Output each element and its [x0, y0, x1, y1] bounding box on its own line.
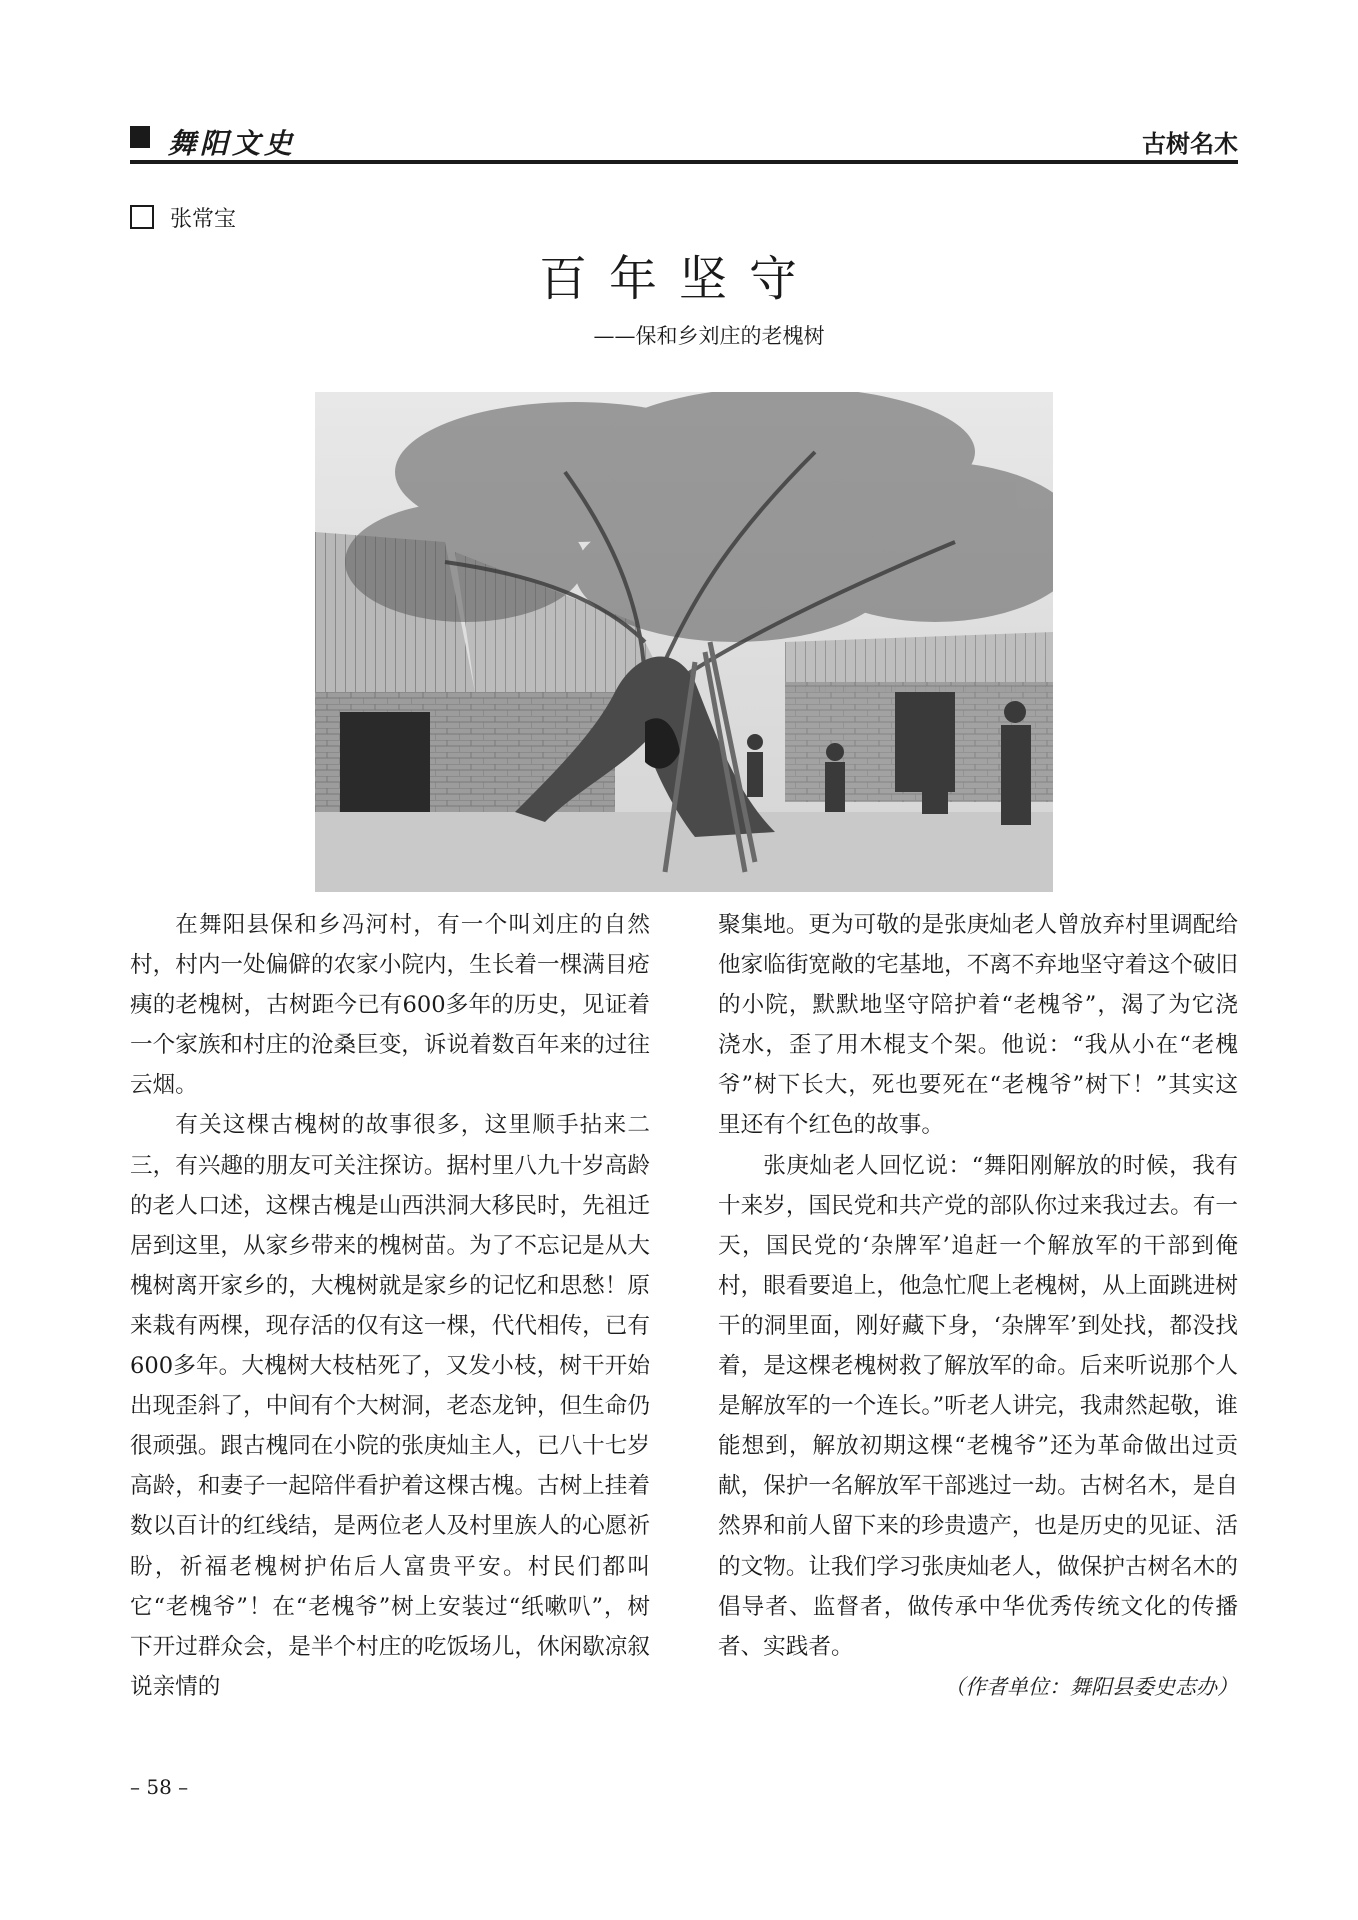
page-number: – 58 –	[130, 1775, 189, 1799]
page-header	[130, 120, 1238, 160]
left-column	[130, 905, 650, 1707]
body-paragraph: 有关这棵古槐树的故事很多，这里顺手拈来二三，有兴趣的朋友可关注探访。据村里八九十岁高龄的老人口述，这棵古槐是山西洪洞大移民时，先祖迁居到这里，从家乡带来的槐树苗。为了不忘记是从大槐树离开家乡的，大槐树就是家乡的记忆和思愁！原来栽有两棵，现存活的仅有这一棵，代代相传，已有600多年。大槐树大枝枯死了，又发小枝，树干开始出现歪斜了，中间有个大树洞，老态龙钟，但生命仍很顽强。跟古槐同在小院的张庚灿主人，已八十七岁高龄，和妻子一起陪伴看护着这棵古槐。古树上挂着数以百计的红线结，是两位老人及村里族人的心愿祈盼，祈福老槐树护佑后人富贵平安。村民们都叫它“老槐爷”！在“老槐爷”树上安装过“纸嗽叭”，树下开过群众会，是半个村庄的吃饭场儿，休闲歇凉叙说亲情的	[130, 1112, 650, 1700]
article-title: 百年坚守	[538, 251, 819, 307]
author-affiliation: （作者单位：舞阳县委史志办）	[944, 1674, 1238, 1699]
tree-photo	[315, 392, 1053, 892]
right-column	[718, 905, 1238, 1707]
article-subtitle: ——保和乡刘庄的老槐树	[593, 324, 825, 348]
author-name: 张常宝	[170, 207, 237, 232]
magazine-name: 舞阳文史	[168, 127, 297, 160]
header-block-mark	[130, 126, 150, 148]
author-box-icon	[130, 205, 154, 229]
body-paragraph-continued: 聚集地。更为可敬的是张庚灿老人曾放弃村里调配给他家临街宽敞的宅基地，不离不弃地坚守着这个破旧的小院，默默地坚守陪护着“老槐爷”，渴了为它浇浇水，歪了用木棍支个架。他说：“我从小在“老槐爷”树下长大，死也要死在“老槐爷”树下！”其实这里还有个红色的故事。	[718, 912, 1238, 1139]
body-paragraph: 张庚灿老人回忆说：“舞阳刚解放的时候，我有十来岁，国民党和共产党的部队你过来我过去。有一天，国民党的‘杂牌军’追赶一个解放军的干部到俺村，眼看要追上，他急忙爬上老槐树，从上面跳进树干的洞里面，刚好藏下身，‘杂牌军’到处找，都没找着，是这棵老槐树救了解放军的命。后来听说那个人是解放军的一个连长。”听老人讲完，我肃然起敬，谁能想到，解放初期这棵“老槐爷”还为革命做出过贡献，保护一名解放军干部逃过一劫。古树名木，是自然界和前人留下来的珍贵遗产，也是历史的见证、活的文物。让我们学习张庚灿老人，做保护古树名木的倡导者、监督者，做传承中华优秀传统文化的传播者、实践者。	[718, 1152, 1238, 1660]
header-rule	[130, 160, 1238, 164]
section-name: 古树名木	[1142, 130, 1238, 158]
body-paragraph: 在舞阳县保和乡冯河村，有一个叫刘庄的自然村，村内一处偏僻的农家小院内，生长着一棵满目疮痍的老槐树，古树距今已有600多年的历史，见证着一个家族和村庄的沧桑巨变，诉说着数百年来的过往云烟。	[130, 912, 650, 1099]
author-line	[130, 202, 236, 232]
